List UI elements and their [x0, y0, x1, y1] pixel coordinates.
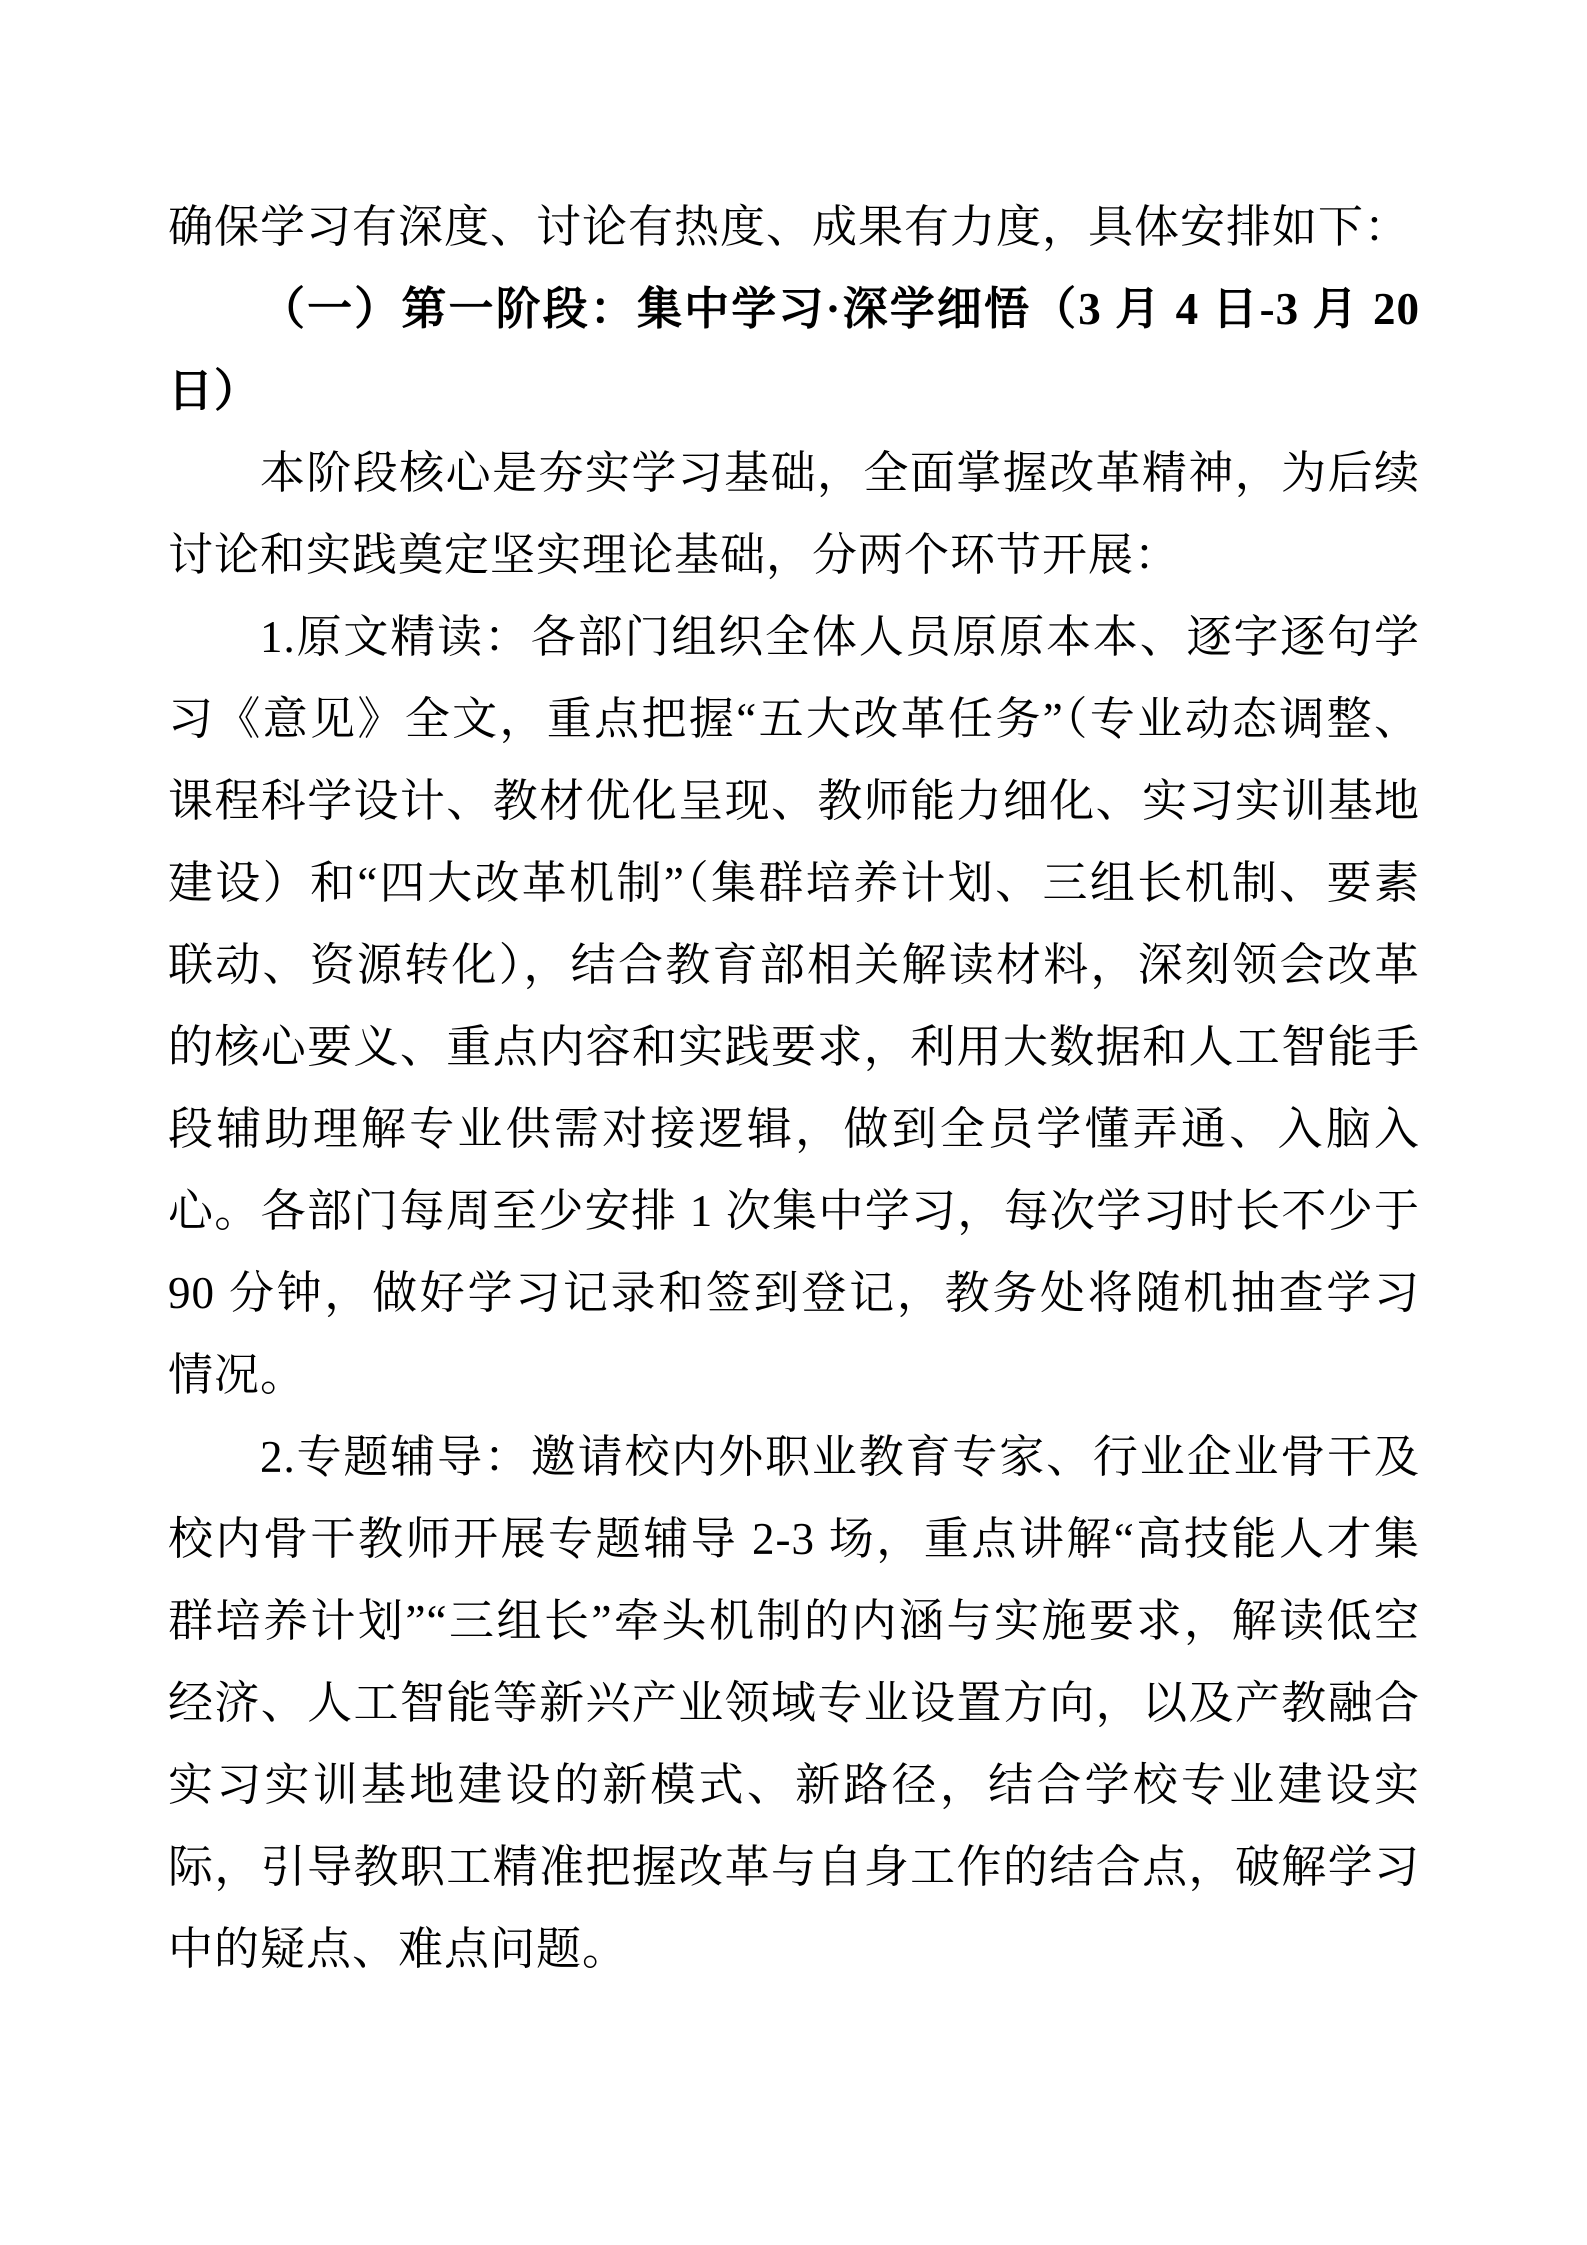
paragraph: 确保学习有深度、讨论有热度、成果有力度，具体安排如下：: [168, 202, 1411, 252]
paragraph: 1.原文精读：各部门组织全体人员原原本本、逐字逐句学习《意见》全文，重点把握“五大改革任务”（专业动态调整、课程科学设计、教材优化呈现、教师能力细化、实习实训基地建设）和“四大改革机制”（集群培养计划、三组长机制、要素联动、资源转化），结合教育部相关解读材料，深刻领会改革的核心要义、重点内容和实践要求，利用大数据和人工智能手段辅助理解专业供需对接逻辑，做到全员学懂弄通、入脑入心。各部门每周至少安排 1 次集中学习，每次学习时长不少于 90 分钟，做好学习记录和签到登记，教务处将随机抽查学习情况。: [168, 612, 1420, 1400]
section-heading: （一）第一阶段：集中学习·深学细悟（3 月 4 日-3 月 20 日）: [168, 284, 1420, 416]
document-body: [168, 186, 1420, 1990]
paragraph: 本阶段核心是夯实学习基础，全面掌握改革精神，为后续讨论和实践奠定坚实理论基础，分两个环节开展：: [168, 448, 1420, 580]
paragraph: 2.专题辅导：邀请校内外职业教育专家、行业企业骨干及校内骨干教师开展专题辅导 2-3 场，重点讲解“高技能人才集群培养计划”“三组长”牵头机制的内涵与实施要求，解读低空经济、人工智能等新兴产业领域专业设置方向，以及产教融合实习实训基地建设的新模式、新路径，结合学校专业建设实际，引导教职工精准把握改革与自身工作的结合点，破解学习中的疑点、难点问题。: [168, 1432, 1420, 1974]
